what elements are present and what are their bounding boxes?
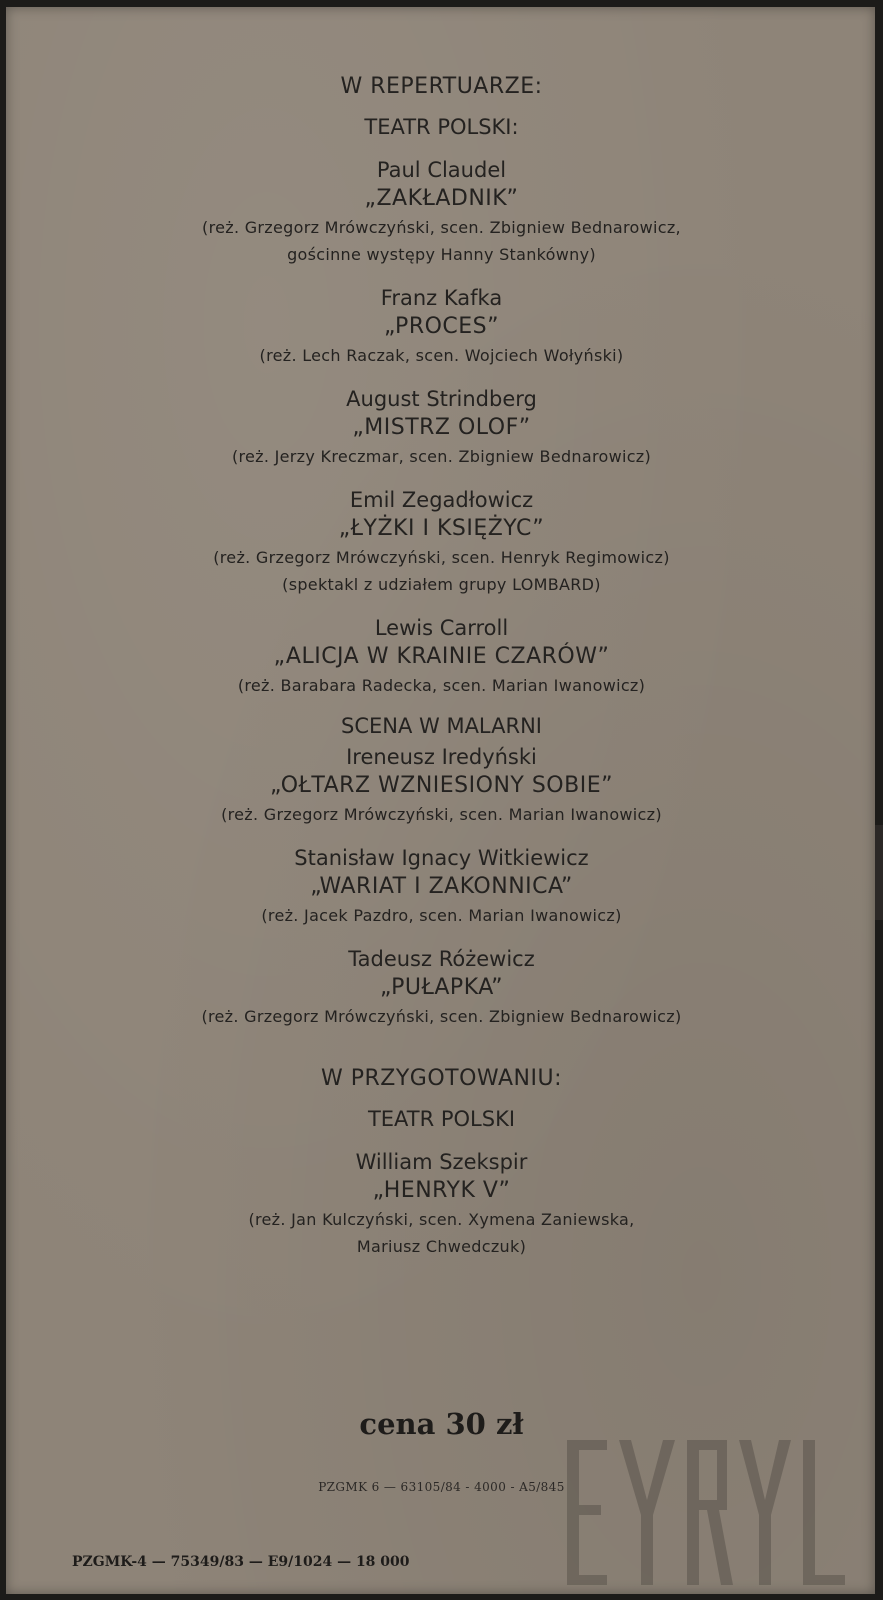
- play-author: Emil Zegadłowicz: [349, 488, 534, 512]
- play-entry: [0, 284, 883, 369]
- play-title: „PUŁAPKA”: [380, 975, 503, 1000]
- print-code: PZGMK 6 — 63105/84 - 4000 - A5/845: [318, 1480, 565, 1494]
- print-code-secondary: PZGMK-4 — 75349/83 — E9/1024 — 18 000: [72, 1554, 410, 1570]
- play-author: Tadeusz Różewicz: [348, 947, 535, 971]
- play-entry: [0, 486, 883, 598]
- play-credit: gościnne występy Hanny Stankówny): [287, 245, 596, 264]
- play-author: Franz Kafka: [380, 286, 503, 310]
- play-credit: (reż. Grzegorz Mrówczyński, scen. Zbigniew Bednarowicz): [201, 1007, 682, 1026]
- play-author: William Szekspir: [355, 1150, 528, 1174]
- play-entry: [0, 945, 883, 1030]
- eyryl-watermark-logo: [567, 1440, 847, 1585]
- play-entry: [0, 1148, 883, 1260]
- play-credit: (reż. Grzegorz Mrówczyński, scen. Zbigniew Bednarowicz,: [202, 218, 681, 237]
- venue-scena-w-malarni: SCENA W MALARNI: [341, 714, 542, 738]
- play-title: „ŁYŻKI I KSIĘŻYC”: [338, 516, 545, 541]
- play-entry: [0, 743, 883, 828]
- play-credit: (reż. Grzegorz Mrówczyński, scen. Marian Iwanowicz): [221, 805, 662, 824]
- play-title: „ALICJA W KRAINIE CZARÓW”: [273, 644, 610, 669]
- play-author: Paul Claudel: [376, 158, 507, 182]
- play-credit: (reż. Lech Raczak, scen. Wojciech Wołyński): [259, 346, 624, 365]
- venue-teatr-polski: TEATR POLSKI:: [364, 115, 519, 139]
- preparation-heading: W PRZYGOTOWANIU:: [321, 1066, 562, 1091]
- play-entry: [0, 156, 883, 268]
- play-title: „PROCES”: [383, 314, 500, 339]
- play-title: „HENRYK V”: [372, 1178, 511, 1203]
- play-title: „WARIAT I ZAKONNICA”: [310, 874, 573, 899]
- play-entry: [0, 844, 883, 929]
- play-credit: Mariusz Chwedczuk): [356, 1237, 527, 1256]
- play-title: „MISTRZ OLOF”: [352, 415, 531, 440]
- play-author: August Strindberg: [346, 387, 537, 411]
- play-credit: (reż. Grzegorz Mrówczyński, scen. Henryk Regimowicz): [213, 548, 670, 567]
- play-entry: [0, 614, 883, 699]
- play-credit: (reż. Barabara Radecka, scen. Marian Iwanowicz): [237, 676, 646, 695]
- play-author: Lewis Carroll: [374, 616, 509, 640]
- play-entry: [0, 385, 883, 470]
- price: cena 30 zł: [359, 1407, 524, 1441]
- play-credit: (reż. Jan Kulczyński, scen. Xymena Zaniewska,: [248, 1210, 635, 1229]
- play-author: Ireneusz Iredyński: [346, 745, 537, 769]
- play-title: „ZAKŁADNIK”: [364, 186, 519, 211]
- venue-teatr-polski-2: TEATR POLSKI: [367, 1107, 516, 1131]
- play-title: „OŁTARZ WZNIESIONY SOBIE”: [270, 773, 613, 798]
- play-credit: (reż. Jerzy Kreczmar, scen. Zbigniew Bednarowicz): [231, 447, 652, 466]
- repertoire-heading: W REPERTUARZE:: [340, 74, 543, 99]
- play-author: Stanisław Ignacy Witkiewicz: [294, 846, 589, 870]
- play-credit: (reż. Jacek Pazdro, scen. Marian Iwanowicz): [261, 906, 622, 925]
- play-credit: (spektakl z udziałem grupy LOMBARD): [282, 575, 601, 594]
